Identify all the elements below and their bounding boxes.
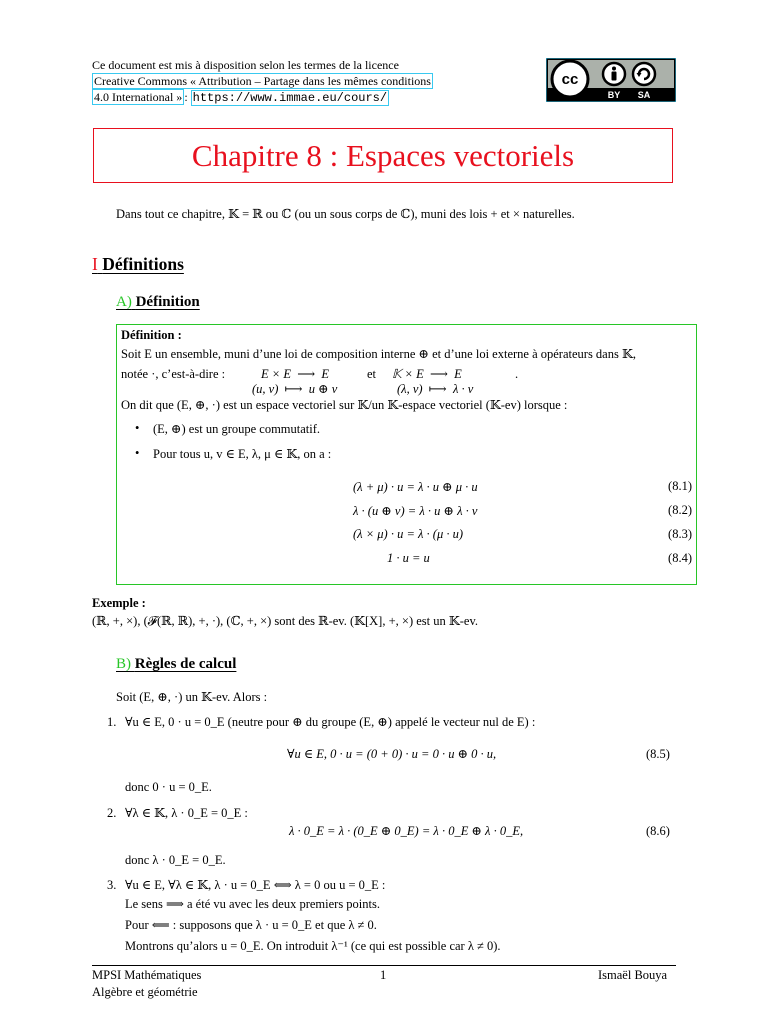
bullet-1: (E, ⊕) est un groupe commutatif. [153,422,321,436]
definition-box [116,324,697,585]
chapter-title: Chapitre 8 : Espaces vectoriels [191,138,575,173]
map-2-bottom: (λ, v) ⟼ λ · v [397,382,474,396]
section-title: Définitions [102,254,184,274]
rule-number: 3. [107,878,117,892]
footer-divider [92,965,676,966]
subsection-heading-B [116,656,236,673]
colon: : [184,90,188,104]
subsection-title: Règles de calcul [134,656,237,672]
rule-3-line-1: Le sens ⟹ a été vu avec les deux premiers points. [125,897,380,911]
example-text: (ℝ, +, ×), (𝓕(ℝ, ℝ), +, ·), (ℂ, +, ×) sont des ℝ-ev. (𝕂[X], +, ×) est un 𝕂-ev. [92,614,479,628]
rule-3: ∀u ∈ E, ∀λ ∈ 𝕂, λ · u = 0_E ⟺ λ = 0 ou u = 0_E : [125,878,386,892]
equation-number: (8.1) [668,479,692,493]
map-connector: et [367,367,377,381]
badge-sa-text: SA [637,90,651,100]
equation-8-5: ∀u ∈ E, 0 · u = (0 + 0) · u = 0 · u ⊕ 0 · u, [287,747,497,761]
definition-line-2: notée ·, c’est-à-dire : [121,367,226,381]
equation-8-4: 1 · u = u [387,551,430,565]
rule-1-conclusion: donc 0 · u = 0_E. [125,780,212,794]
section-number: I [92,254,98,274]
map-2-top: 𝕂 × E ⟶ E [392,367,462,381]
map-1-top: E × E ⟶ E [261,367,330,381]
license-link-cont[interactable]: 4.0 International » [94,90,183,104]
subsection-number: B) [116,656,131,672]
rule-number: 1. [107,715,117,729]
chapter-title-box [93,128,673,183]
page-number: 1 [380,968,387,982]
footer-author: Ismaël Bouya [598,968,668,982]
equation-number: (8.4) [668,551,692,565]
equation-8-1: (λ + μ) · u = λ · u ⊕ μ · u [353,480,478,494]
equation-8-6: λ · 0_E = λ · (0_E ⊕ 0_E) = λ · 0_E ⊕ λ · 0_E, [289,824,524,838]
rule-3-line-2: Pour ⟸ : supposons que λ · u = 0_E et que λ ≠ 0. [125,918,377,932]
equation-number: (8.5) [646,747,670,761]
intro-paragraph: Dans tout ce chapitre, 𝕂 = ℝ ou ℂ (ou un sous corps de ℂ), muni des lois + et × naturelles. [116,207,575,221]
footer-subject: Algèbre et géométrie [92,985,198,999]
bullet-marker: • [135,446,140,460]
subsection-heading-A [116,294,200,311]
example-heading: Exemple : [92,596,146,610]
license-link[interactable]: Creative Commons « Attribution – Partage dans les mêmes conditions [94,74,431,88]
rule-2-conclusion: donc λ · 0_E = 0_E. [125,853,226,867]
rule-2: ∀λ ∈ 𝕂, λ · 0_E = 0_E : [125,806,248,820]
equation-number: (8.6) [646,824,670,838]
bullet-marker: • [135,421,140,435]
definition-line-1: Soit E un ensemble, muni d’une loi de composition interne ⊕ et d’une loi externe à opérateurs dans 𝕂, [121,347,636,361]
rules-intro: Soit (E, ⊕, ·) un 𝕂-ev. Alors : [116,690,268,704]
equation-8-2: λ · (u ⊕ v) = λ · u ⊕ λ · v [353,504,478,518]
badge-by-text: BY [607,90,621,100]
rule-3-line-3: Montrons qu’alors u = 0_E. On introduit λ⁻¹ (ce qui est possible car λ ≠ 0). [125,939,501,953]
map-period: . [515,367,519,381]
bullet-2: Pour tous u, v ∈ E, λ, μ ∈ 𝕂, on a : [153,447,332,461]
map-1-bottom: (u, v) ⟼ u ⊕ v [252,382,338,396]
subsection-number: A) [116,294,132,310]
equation-number: (8.2) [668,503,692,517]
definition-heading: Définition : [121,328,182,342]
rule-1: ∀u ∈ E, 0 · u = 0_E (neutre pour ⊕ du groupe (E, ⊕) appelé le vecteur nul de E) : [125,715,536,729]
badge-cc-text: cc [561,71,579,88]
definition-line-3: On dit que (E, ⊕, ·) est un espace vectoriel sur 𝕂/un 𝕂-espace vectoriel (𝕂-ev) lorsque : [121,398,568,412]
equation-number: (8.3) [668,527,692,541]
cc-by-sa-badge[interactable] [546,58,676,102]
rule-number: 2. [107,806,117,820]
section-heading-I [92,254,184,275]
course-url-link[interactable]: https://www.immae.eu/cours/ [192,91,388,105]
cc-by-sa-icon [546,58,676,102]
equation-8-3: (λ × μ) · u = λ · (μ · u) [353,527,464,541]
license-line-1: Ce document est mis à disposition selon les termes de la licence [92,58,399,72]
subsection-title: Définition [135,294,200,310]
footer-course: MPSI Mathématiques [92,968,202,982]
license-notice [92,57,497,106]
